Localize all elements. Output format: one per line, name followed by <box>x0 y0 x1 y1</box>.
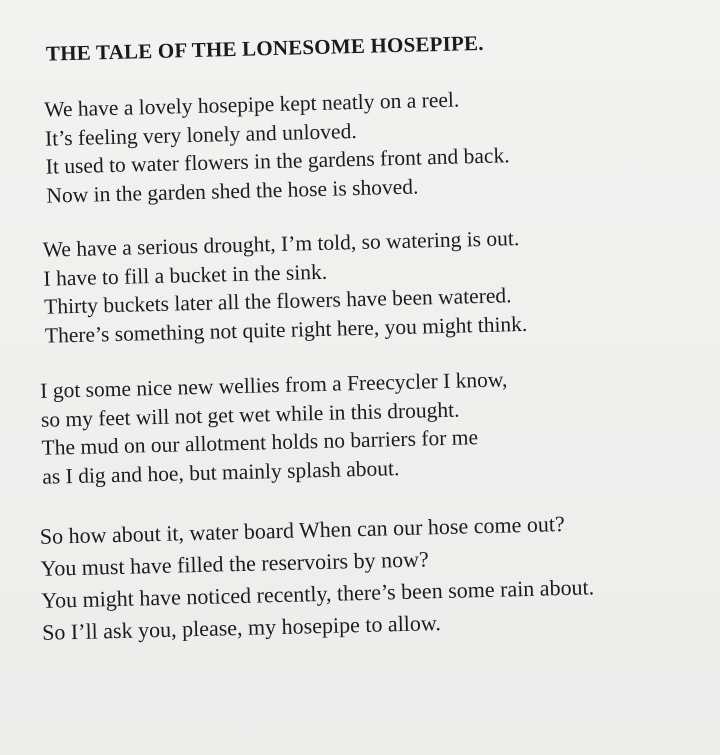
poem-line: I got some nice new wellies from a Freecycler I know, <box>39 367 508 403</box>
poem-line: I have to fill a bucket in the sink. <box>43 259 328 291</box>
poem-line: so my feet will not get wet while in this drought. <box>40 397 460 432</box>
poem-line: There’s something not quite right here, you might think. <box>44 311 528 348</box>
poem-line: Thirty buckets later all the flowers have been watered. <box>43 283 512 319</box>
poem-line: We have a lovely hosepipe kept neatly on a reel. <box>44 87 460 122</box>
stanza-1 <box>44 84 511 209</box>
poem-line: You must have filled the reservoirs by now? <box>40 546 429 581</box>
poem-line: as I dig and hoe, but mainly splash about. <box>42 455 400 489</box>
poem-title: THE TALE OF THE LONESOME HOSEPIPE. <box>45 30 484 66</box>
poem-line: You might have noticed recently, there’s been some rain about. <box>41 574 595 613</box>
stanza-4 <box>39 507 595 648</box>
poem-line: We have a serious drought, I’m told, so watering is out. <box>42 226 520 262</box>
stanza-2 <box>42 224 527 350</box>
poem-line: So I’ll ask you, please, my hosepipe to allow. <box>41 610 442 645</box>
poem-line: It’s feeling very lonely and unloved. <box>44 118 357 151</box>
poem-line: The mud on our allotment holds no barriers for me <box>41 425 479 460</box>
poem-line: Now in the garden shed the hose is shoved. <box>46 174 419 208</box>
stanza-3 <box>40 365 510 490</box>
poem-line: So how about it, water board When can our hose come out? <box>39 511 565 549</box>
poem-line: It used to water flowers in the gardens front and back. <box>45 143 510 179</box>
